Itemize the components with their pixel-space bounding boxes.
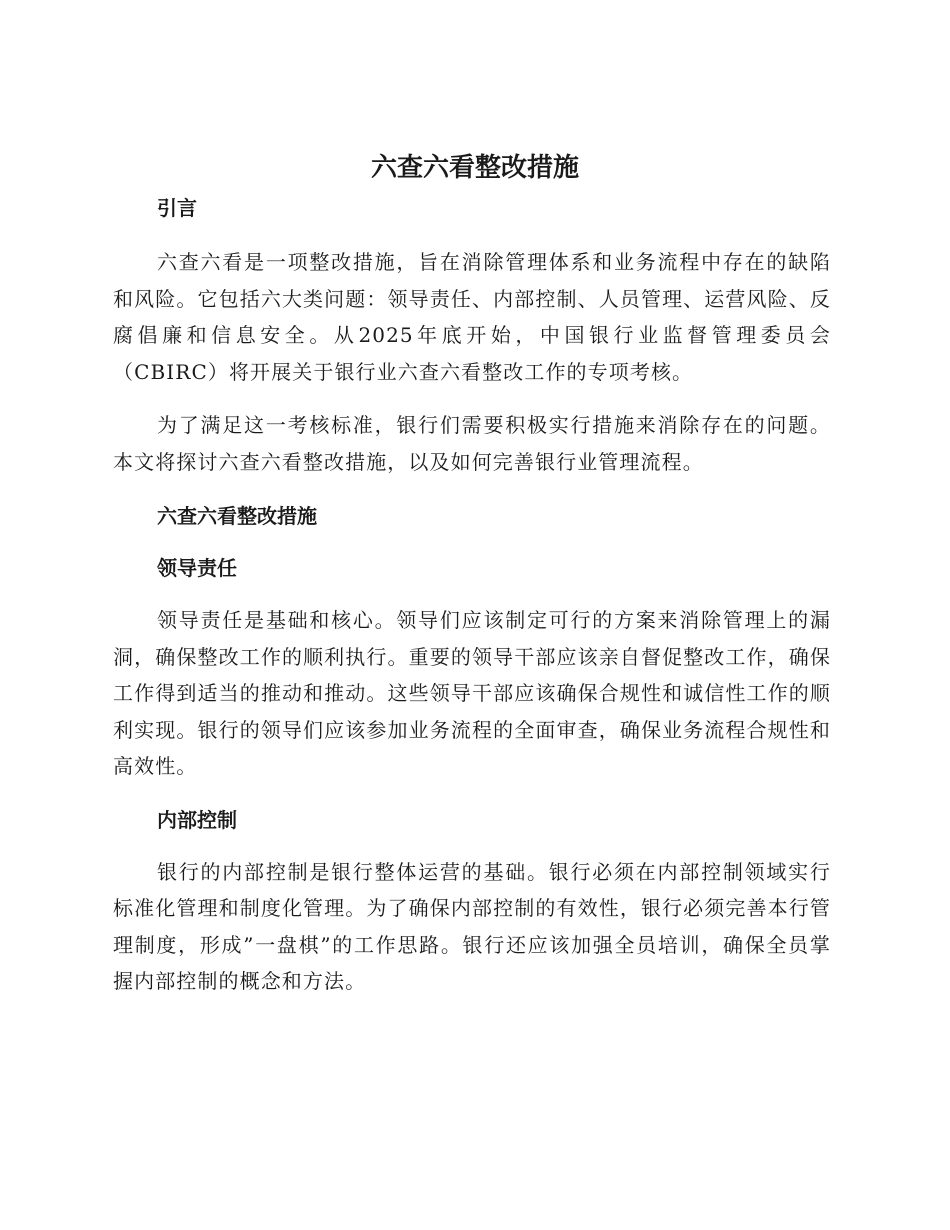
document-title: 六查六看整改措施 <box>370 153 579 183</box>
intro-paragraph-2: 为了满足这一考核标准，银行们需要积极实行措施来消除存在的问题。本文将探讨六查六看整改措施，以及如何完善银行业管理流程。 <box>113 413 831 474</box>
internal-control-paragraph: 银行的内部控制是银行整体运营的基础。银行必须在内部控制领域实行标准化管理和制度化管理。为了确保内部控制的有效性，银行必须完善本行管理制度，形成”一盘棋”的工作思路。银行还应该加强全员培训，确保全员掌握内部控制的概念和方法。 <box>113 859 831 993</box>
intro-heading: 引言 <box>157 196 197 220</box>
leadership-heading: 领导责任 <box>157 556 237 580</box>
leadership-paragraph: 领导责任是基础和核心。领导们应该制定可行的方案来消除管理上的漏洞，确保整改工作的顺利执行。重要的领导干部应该亲自督促整改工作，确保工作得到适当的推动和推动。这些领导干部应该确保合规性和诚信性工作的顺利实现。银行的领导们应该参加业务流程的全面审查，确保业务流程合规性和高效性。 <box>113 608 831 778</box>
measures-heading: 六查六看整改措施 <box>157 504 317 528</box>
intro-paragraph-1: 六查六看是一项整改措施，旨在消除管理体系和业务流程中存在的缺陷和风险。它包括六大类问题：领导责任、内部控制、人员管理、运营风险、反腐倡廉和信息安全。从2025年底开始，中国银行业监督管理委员会（CBIRC）将开展关于银行业六查六看整改工作的专项考核。 <box>113 250 831 384</box>
internal-control-heading: 内部控制 <box>157 807 237 832</box>
document-body <box>113 190 831 1000</box>
